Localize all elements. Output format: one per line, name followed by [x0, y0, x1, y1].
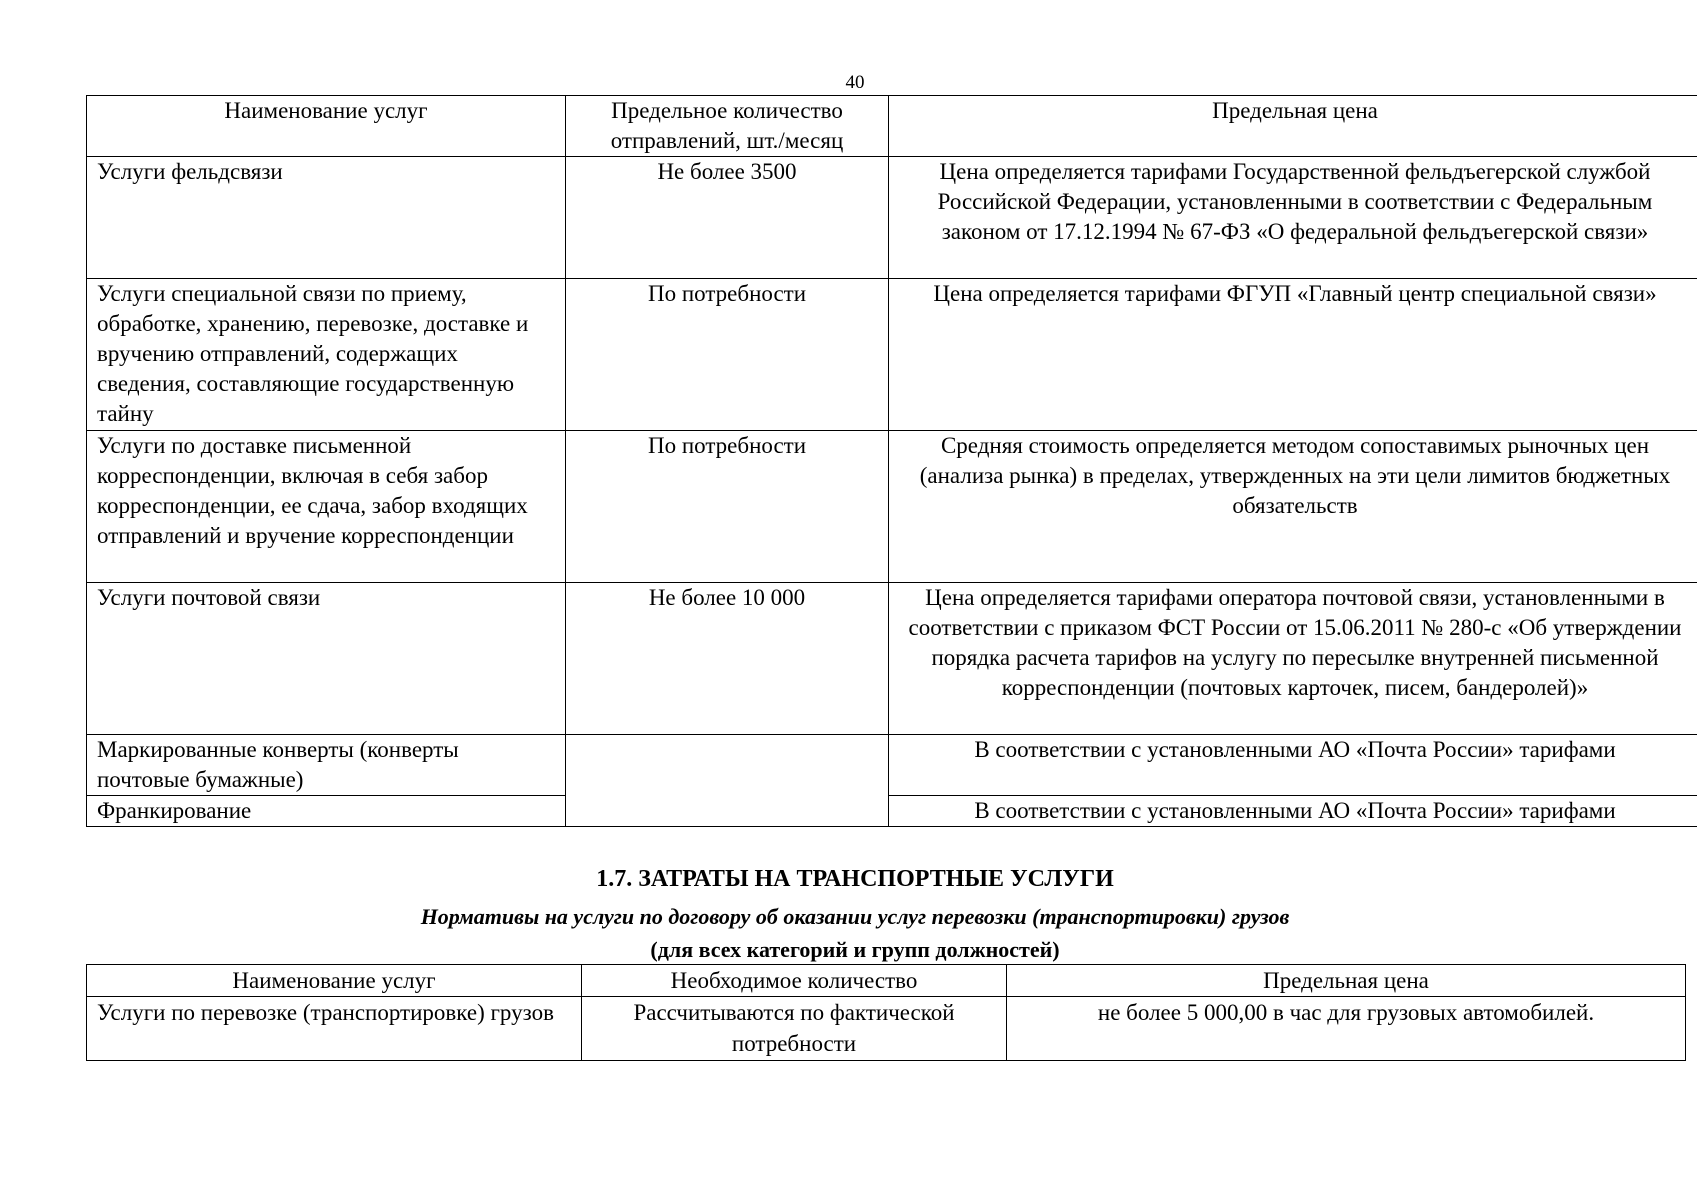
quantity-cell: По потребности	[566, 431, 889, 583]
table-row	[87, 431, 1697, 583]
header-cell: Предельное количество отправлений, шт./месяц	[566, 96, 889, 157]
transport-services-table	[86, 964, 1686, 1061]
section-title: 1.7. ЗАТРАТЫ НА ТРАНСПОРТНЫЕ УСЛУГИ	[596, 866, 1114, 892]
service-name-cell: Услуги по перевозке (транспортировке) грузов	[87, 997, 582, 1061]
header-cell: Предельная цена	[1007, 965, 1686, 997]
table-header-row	[87, 96, 1697, 157]
service-name-cell: Франкирование	[87, 796, 566, 827]
table-row	[87, 157, 1697, 279]
service-name-cell: Услуги по доставке письменной корреспонденции, включая в себя забор корреспонденции, ее сдача, забор входящих отправлений и вручение корреспонденции	[87, 431, 566, 583]
header-cell: Необходимое количество	[582, 965, 1007, 997]
quantity-cell: Не более 10 000	[566, 583, 889, 735]
header-cell: Наименование услуг	[87, 96, 566, 157]
table-row	[87, 796, 1697, 827]
price-cell: В соответствии с установленными АО «Почта России» тарифами	[889, 796, 1697, 827]
page-number: 40	[845, 72, 865, 93]
price-cell: Цена определяется тарифами ФГУП «Главный центр специальной связи»	[889, 279, 1697, 431]
service-name-cell: Услуги почтовой связи	[87, 583, 566, 735]
quantity-cell-merged	[566, 735, 889, 827]
table-row	[87, 279, 1697, 431]
price-cell: Цена определяется тарифами Государственной фельдъегерской службой Российской Федерации, установленными в соответствии с Федеральным законом от 17.12.1994 № 67-ФЗ «О федеральной фельдъегерской связи»	[889, 157, 1697, 279]
service-name-cell: Услуги специальной связи по приему, обработке, хранению, перевозке, доставке и вручению отправлений, содержащих сведения, составляющие государственную тайну	[87, 279, 566, 431]
table-row	[87, 997, 1686, 1061]
section-subtitle: Нормативы на услуги по договору об оказании услуг перевозки (транспортировки) грузов	[420, 904, 1290, 929]
header-cell: Предельная цена	[889, 96, 1697, 157]
service-name-cell: Услуги фельдсвязи	[87, 157, 566, 279]
quantity-cell: Рассчитываются по фактической потребности	[582, 997, 1007, 1061]
table-row	[87, 735, 1697, 796]
quantity-cell: Не более 3500	[566, 157, 889, 279]
table-header-row	[87, 965, 1686, 997]
quantity-cell: По потребности	[566, 279, 889, 431]
postal-services-table	[86, 95, 1697, 827]
table-row	[87, 583, 1697, 735]
service-name-cell: Маркированные конверты (конверты почтовые бумажные)	[87, 735, 566, 796]
section-subtitle-categories: (для всех категорий и групп должностей)	[650, 937, 1060, 962]
price-cell: В соответствии с установленными АО «Почта России» тарифами	[889, 735, 1697, 796]
header-cell: Наименование услуг	[87, 965, 582, 997]
price-cell: не более 5 000,00 в час для грузовых автомобилей.	[1007, 997, 1686, 1061]
price-cell: Цена определяется тарифами оператора почтовой связи, установленными в соответствии с приказом ФСТ России от 15.06.2011 № 280-с «Об утверждении порядка расчета тарифов на услугу по пересылке внутренней письменной корреспонденции (почтовых карточек, писем, бандеролей)»	[889, 583, 1697, 735]
price-cell: Средняя стоимость определяется методом сопоставимых рыночных цен (анализа рынка) в пределах, утвержденных на эти цели лимитов бюджетных обязательств	[889, 431, 1697, 583]
